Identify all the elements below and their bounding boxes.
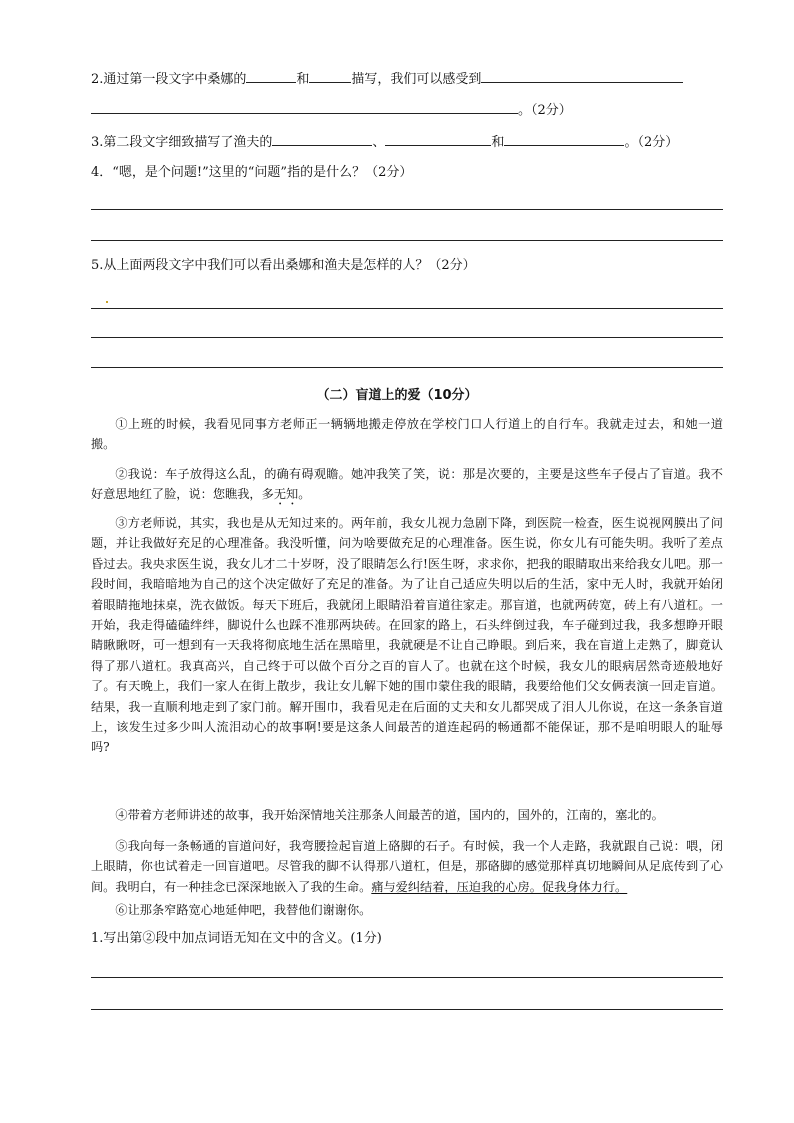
paragraph-3: ③方老师说，其实，我也是从无知过来的。两年前，我女儿视力急剧下降，到医院一检查，医生说视网膜出了问题，并让我做好充足的心理准备。我没听懂，问为啥要做充足的心理准备。医生说，你女儿有可能失明。我听了差点昏过去。我央求医生说，我女儿才二十岁呀，没了眼睛怎么行!医生呀，求求你，把我的眼睛取出来给我女儿吧。那一段时间，我暗暗地为自己的这个决定做好了充足的准备。为了让自己适应失明以后的生活，家中无人时，我就开始闭着眼睛拖地抹桌，洗衣做饭。每天下班后，我就闭上眼睛沿着盲道往家走。那盲道，也就两砖宽，砖上有八道杠。一开始，我走得磕磕绊绊，脚说什么也踩不准那两块砖。在回家的路上，石头绊倒过我，车子碰到过我，我多想睁开眼睛瞅瞅呀，可一想到有一天我将彻底地生活在黑暗里，我就硬是不让自己睁眼。到后来，我在盲道上走熟了，脚竟认得了那八道杠。我真高兴，自己终于可以做个百分之百的盲人了。也就在这个时候，我女儿的眼病居然奇迹般地好了。有天晚上，我们一家人在街上散步，我让女儿解下她的围巾蒙住我的眼睛，我要给他们父女俩表演一回走盲道。结果，我一直顺利地走到了家门前。解开围巾，我看见走在后面的丈夫和女儿都哭成了泪人儿你说，在这一条条盲道上，该发生过多少叫人流泪动心的故事啊!要是这条人间最苦的道连起码的畅通都不能保证，那不是咱明眼人的耻辱吗? [91, 516, 723, 755]
question-3 [91, 133, 678, 151]
question-2-and: 和 [296, 72, 310, 87]
answer-line[interactable] [91, 1009, 723, 1010]
answer-line[interactable] [91, 209, 723, 210]
paragraph-5-text: ⑤我向每一条畅通的盲道问好，我弯腰捡起盲道上硌脚的石子。有时候，我一个人走路，我就跟自己说：喂，闭上眼睛，你也试着走一回盲道吧。尽管我的脚不认得那八道杠，但是，那硌脚的感觉那样真切地瞬间从足底传到了心间。我明白，有一种挂念已深深地嵌入了我的生命。 [91, 839, 723, 894]
question-3-end: 。（2分） [624, 135, 679, 150]
question-2-prefix: 2.通过第一段文字中桑娜的 [91, 72, 247, 87]
answer-blank[interactable] [481, 70, 683, 83]
underlined-sentence: 痛与爱纠结着，压迫我的心房。促我身体力行。 [371, 879, 628, 894]
paragraph-6: ⑥让那条窄路宽心地延伸吧，我替他们谢谢你。 [115, 903, 372, 917]
answer-line[interactable] [91, 337, 723, 338]
question-3-sep: 、 [372, 135, 386, 150]
question-3-prefix: 3.第二段文字细致描写了渔夫的 [91, 135, 273, 150]
answer-line[interactable] [91, 240, 723, 241]
question-5: 5.从上面两段文字中我们可以看出桑娜和渔夫是怎样的人？（2分） [91, 258, 476, 273]
paragraph-5 [91, 836, 723, 897]
paragraph-2 [91, 464, 723, 508]
question-2 [91, 70, 683, 88]
paragraph-1: ①上班的时候，我看见同事方老师正一辆辆地搬走停放在学校门口人行道上的自行车。我就走过去，和她一道搬。 [91, 417, 723, 452]
section-title: （二）盲道上的爱（10分） [316, 388, 478, 403]
question-2-line2 [91, 101, 572, 119]
question-2-end: 。（2分） [518, 103, 572, 118]
answer-blank[interactable] [272, 133, 372, 146]
question-b1: 1.写出第②段中加点词语无知在文中的含义。(1分) [91, 931, 382, 946]
answer-blank[interactable] [385, 133, 491, 146]
paragraph-2-text: ②我说：车子放得这么乱，的确有碍观瞻。她冲我笑了笑，说：那是次要的，主要是这些车子侵占了盲道。我不好意思地红了脸，说：您瞧我，多 [91, 467, 723, 502]
answer-line[interactable] [91, 977, 723, 978]
answer-blank[interactable] [246, 70, 296, 83]
paragraph-4: ④带着方老师讲述的故事，我开始深情地关注那条人间最苦的道，国内的，国外的，江南的，塞北的。 [115, 808, 664, 822]
stray-mark [106, 301, 108, 303]
dotted-word: 无知 [273, 487, 299, 502]
answer-blank[interactable] [91, 101, 518, 114]
answer-line[interactable] [91, 308, 723, 309]
question-3-and: 和 [491, 135, 505, 150]
answer-blank[interactable] [309, 70, 351, 83]
question-2-mid: 描写，我们可以感受到 [351, 72, 482, 87]
paragraph-2-end: 。 [298, 487, 311, 502]
answer-blank[interactable] [504, 133, 624, 146]
question-4: 4．“嗯，是个问题!”这里的“问题”指的是什么？（2分） [91, 165, 413, 180]
answer-line[interactable] [91, 367, 723, 368]
